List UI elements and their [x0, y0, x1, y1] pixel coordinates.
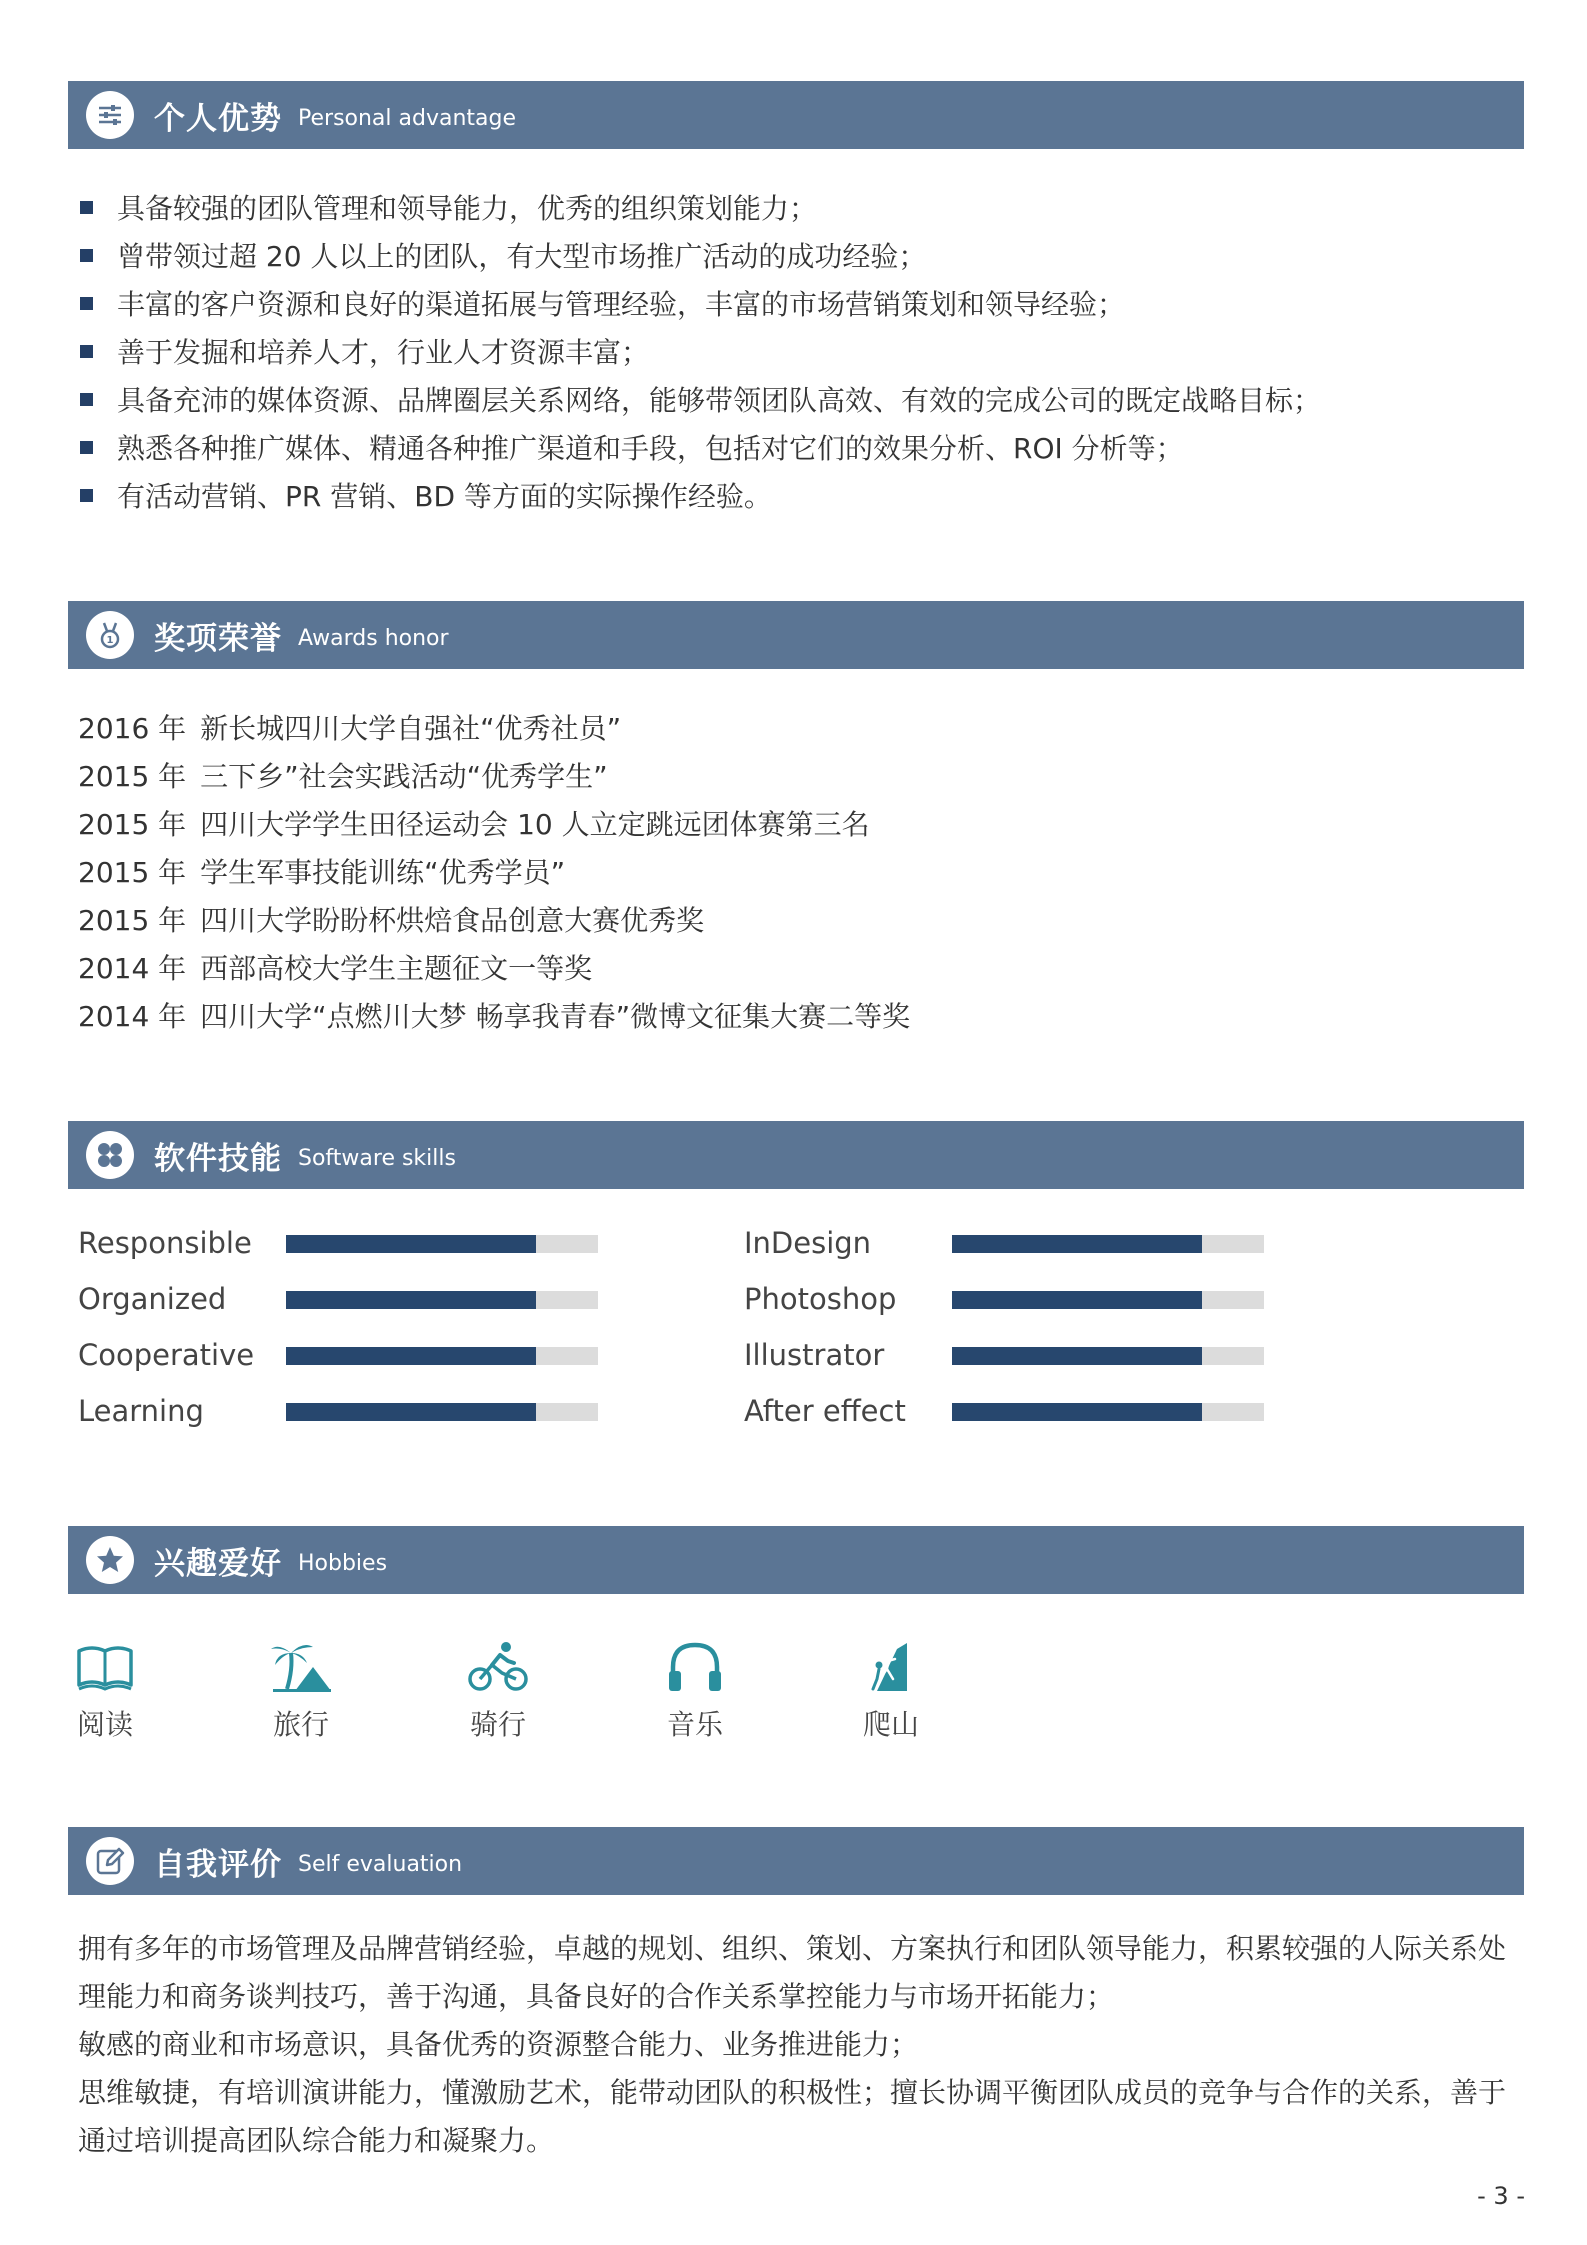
square-bullet-icon — [80, 249, 93, 262]
hobby-item-climbing — [836, 1633, 946, 1743]
awards-header — [68, 601, 1524, 669]
list-item: 具备较强的团队管理和领导能力，优秀的组织策划能力； — [80, 183, 1520, 231]
list-item: 具备充沛的媒体资源、品牌圈层关系网络，能够带领团队高效、有效的完成公司的既定战略目标； — [80, 375, 1520, 423]
skill-bar-track — [286, 1235, 598, 1253]
skills-left-column — [78, 1218, 638, 1442]
skill-row — [744, 1386, 1304, 1442]
section-subtitle: Hobbies — [298, 1550, 388, 1576]
section-subtitle: Self evaluation — [298, 1851, 463, 1877]
skill-row — [78, 1330, 638, 1386]
paragraph: 拥有多年的市场管理及品牌营销经验，卓越的规划、组织、策划、方案执行和团队领导能力，积累较强的人际关系处理能力和商务谈判技巧，善于沟通，具备良好的合作关系掌控能力与市场开拓能力； — [78, 1932, 1507, 2013]
four-petal-icon — [86, 1131, 134, 1179]
award-text: 四川大学盼盼杯烘焙食品创意大赛优秀奖 — [200, 904, 705, 937]
cycling-icon — [443, 1633, 553, 1693]
paragraph: 敏感的商业和市场意识，具备优秀的资源整合能力、业务推进能力； — [78, 2028, 919, 2061]
skill-bar-track — [952, 1347, 1264, 1365]
award-text: 西部高校大学生主题征文一等奖 — [200, 952, 593, 985]
page-number: - 3 - — [1477, 2182, 1525, 2210]
section-title: 奖项荣誉 — [154, 620, 282, 657]
square-bullet-icon — [80, 489, 93, 502]
hobby-label: 旅行 — [272, 1708, 329, 1741]
beach-palm-icon — [246, 1633, 356, 1693]
awards-list — [78, 703, 910, 1039]
skill-label: Responsible — [78, 1226, 252, 1260]
award-year: 2016 年 — [78, 712, 187, 745]
section-subtitle: Personal advantage — [298, 105, 517, 131]
section-subtitle: Awards honor — [298, 625, 449, 651]
section-title: 软件技能 — [154, 1140, 282, 1177]
self-evaluation-header — [68, 1827, 1524, 1895]
skill-label: Illustrator — [744, 1338, 885, 1372]
sliders-icon — [86, 91, 134, 139]
skill-bar-fill — [952, 1403, 1202, 1421]
square-bullet-icon — [80, 393, 93, 406]
list-item — [78, 943, 910, 991]
award-year: 2014 年 — [78, 1000, 187, 1033]
skill-bar-track — [952, 1235, 1264, 1253]
skill-label: Organized — [78, 1282, 227, 1316]
skill-row — [78, 1218, 638, 1274]
award-year: 2014 年 — [78, 952, 187, 985]
square-bullet-icon — [80, 441, 93, 454]
list-item: 有活动营销、PR 营销、BD 等方面的实际操作经验。 — [80, 471, 1520, 519]
hobby-item-music — [640, 1633, 750, 1743]
climbing-icon — [836, 1633, 946, 1693]
skill-row — [744, 1274, 1304, 1330]
list-item: 曾带领过超 20 人以上的团队，有大型市场推广活动的成功经验； — [80, 231, 1520, 279]
skill-bar-track — [286, 1291, 598, 1309]
skill-row — [744, 1218, 1304, 1274]
square-bullet-icon — [80, 345, 93, 358]
award-text: 三下乡”社会实践活动“优秀学生” — [200, 760, 608, 793]
edit-icon — [86, 1837, 134, 1885]
skill-bar-fill — [952, 1235, 1202, 1253]
headphones-icon — [640, 1633, 750, 1693]
award-text: 四川大学“点燃川大梦 畅享我青春”微博文征集大赛二等奖 — [200, 1000, 911, 1033]
skill-bar-fill — [286, 1235, 536, 1253]
hobby-item-reading — [50, 1633, 160, 1743]
skill-row — [744, 1330, 1304, 1386]
list-item — [78, 751, 910, 799]
hobby-label: 骑行 — [469, 1708, 526, 1741]
award-text: 学生军事技能训练“优秀学员” — [200, 856, 566, 889]
paragraph: 思维敏捷，有培训演讲能力，懂激励艺术，能带动团队的积极性；擅长协调平衡团队成员的竞争与合作的关系，善于通过培训提高团队综合能力和凝聚力。 — [78, 2076, 1507, 2157]
award-year: 2015 年 — [78, 808, 187, 841]
skill-bar-fill — [286, 1291, 536, 1309]
hobby-item-travel — [246, 1633, 356, 1743]
skill-bar-track — [952, 1403, 1264, 1421]
svg-text:1: 1 — [106, 635, 114, 646]
skill-bar-track — [286, 1403, 598, 1421]
book-icon — [50, 1633, 160, 1693]
skill-row — [78, 1274, 638, 1330]
skill-bar-fill — [952, 1291, 1202, 1309]
skill-bar-fill — [286, 1403, 536, 1421]
skills-right-column — [744, 1218, 1304, 1442]
hobby-item-cycling — [443, 1633, 553, 1743]
section-title: 个人优势 — [154, 100, 282, 137]
list-item: 熟悉各种推广媒体、精通各种推广渠道和手段，包括对它们的效果分析、ROI 分析等； — [80, 423, 1520, 471]
list-item — [78, 847, 910, 895]
award-year: 2015 年 — [78, 856, 187, 889]
skill-label: Learning — [78, 1394, 204, 1428]
skill-bar-track — [286, 1347, 598, 1365]
personal-advantage-list — [80, 183, 1520, 519]
skill-bar-fill — [952, 1347, 1202, 1365]
personal-advantage-header — [68, 81, 1524, 149]
award-text: 四川大学学生田径运动会 10 人立定跳远团体赛第三名 — [200, 808, 870, 841]
hobbies-header — [68, 1526, 1524, 1594]
hobby-label: 爬山 — [862, 1708, 919, 1741]
skill-label: Cooperative — [78, 1338, 255, 1372]
medal-icon — [86, 611, 134, 659]
list-item — [78, 799, 910, 847]
award-text: 新长城四川大学自强社“优秀社员” — [200, 712, 622, 745]
award-year: 2015 年 — [78, 760, 187, 793]
section-title: 自我评价 — [154, 1846, 282, 1883]
skill-row — [78, 1386, 638, 1442]
section-subtitle: Software skills — [298, 1145, 456, 1171]
list-item — [78, 991, 910, 1039]
award-year: 2015 年 — [78, 904, 187, 937]
list-item — [78, 895, 910, 943]
list-item: 善于发掘和培养人才，行业人才资源丰富； — [80, 327, 1520, 375]
hobby-label: 阅读 — [76, 1708, 133, 1741]
skill-bar-fill — [286, 1347, 536, 1365]
hobby-label: 音乐 — [666, 1708, 723, 1741]
section-title: 兴趣爱好 — [154, 1545, 282, 1582]
star-icon — [86, 1536, 134, 1584]
list-item — [78, 703, 910, 751]
skill-label: InDesign — [744, 1226, 872, 1260]
self-evaluation-text — [78, 1925, 1526, 2165]
skill-label: Photoshop — [744, 1282, 897, 1316]
skill-label: After effect — [744, 1394, 906, 1428]
skill-bar-track — [952, 1291, 1264, 1309]
software-skills-header — [68, 1121, 1524, 1189]
square-bullet-icon — [80, 201, 93, 214]
square-bullet-icon — [80, 297, 93, 310]
list-item: 丰富的客户资源和良好的渠道拓展与管理经验，丰富的市场营销策划和领导经验； — [80, 279, 1520, 327]
